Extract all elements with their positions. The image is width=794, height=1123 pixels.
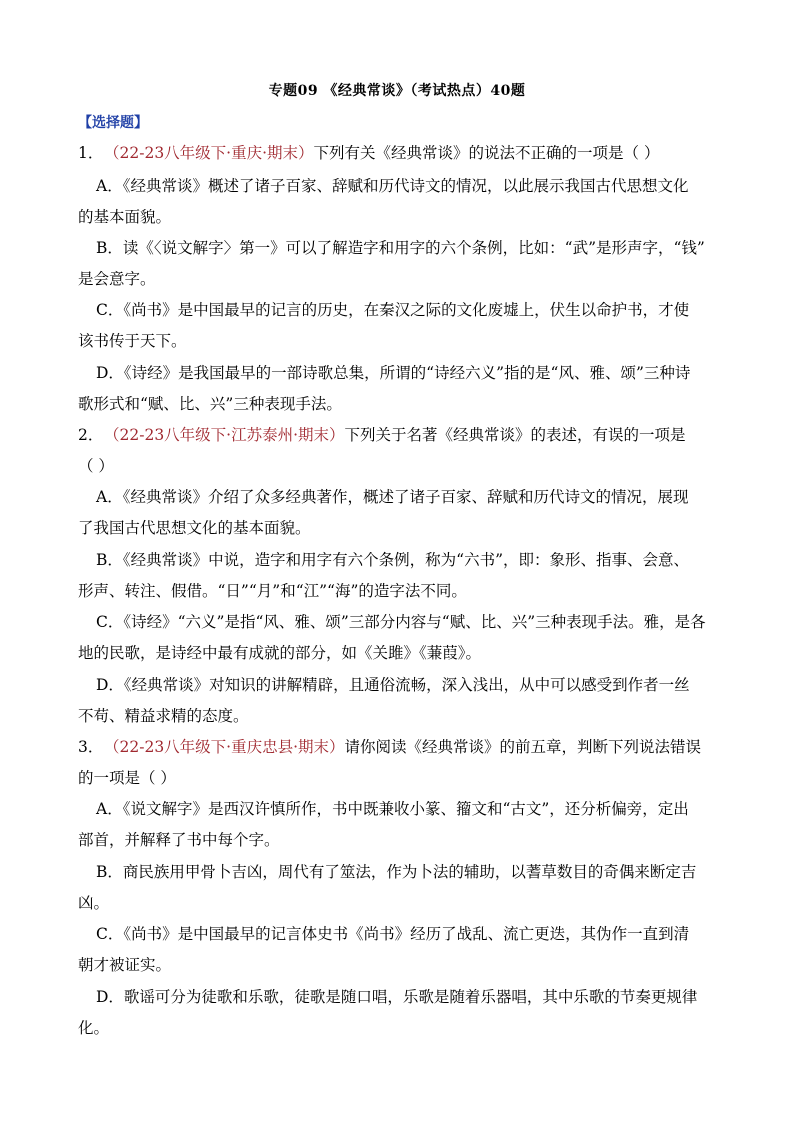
- section-label: 【选择题】: [78, 115, 148, 131]
- option-a-line1: A．《经典常谈》介绍了众多经典著作，概述了诸子百家、辞赋和历代诗文的情况，展现: [96, 488, 689, 506]
- question-number: 1．: [78, 144, 104, 162]
- option-c-line1: C．《诗经》“六义”是指“风、雅、颂”三部分内容与“赋、比、兴”三种表现手法。雅，是各: [96, 613, 706, 631]
- option-c-line1: C．《尚书》是中国最早的记言的历史，在秦汉之际的文化废墟上，伏生以命护书，才使: [96, 301, 690, 319]
- option-d-line2: 不苟、精益求精的态度。: [78, 707, 249, 725]
- option-a-line2: 的基本面貌。: [78, 208, 172, 226]
- question-source: （22-23八年级下·重庆忠县·期末）: [104, 738, 345, 756]
- option-c-line2: 朝才被证实。: [78, 956, 172, 974]
- question-3-stem-cont: 的一项是（ ）: [78, 769, 176, 787]
- question-1-stem: [78, 143, 659, 163]
- question-2-stem: [78, 425, 686, 445]
- question-2-stem-cont: （ ）: [78, 457, 114, 475]
- question-source: （22-23八年级下·重庆·期末）: [104, 144, 314, 162]
- option-b-line2: 形声、转注、假借。“日”“月”和“江”“海”的造字法不同。: [78, 582, 467, 600]
- question-text: 下列关于名著《经典常谈》的表述，有误的一项是: [344, 426, 686, 444]
- option-c-line1: C．《尚书》是中国最早的记言体史书《尚书》经历了战乱、流亡更迭，其伪作一直到清: [96, 925, 690, 943]
- option-d-line1: D．《经典常谈》对知识的讲解精辟，且通俗流畅，深入浅出，从中可以感受到作者一丝: [96, 676, 690, 694]
- option-d-line2: 化。: [78, 1019, 110, 1037]
- option-a-line1: A．《说文解字》是西汉许慎所作，书中既兼收小篆、籀文和“古文”，还分析偏旁，定出: [96, 800, 689, 818]
- question-source: （22-23八年级下·江苏泰州·期末）: [104, 426, 345, 444]
- option-b-line1: B．读《〈说文解字〉第一》可以了解造字和用字的六个条例，比如：“武”是形声字，“钱”: [96, 239, 705, 257]
- option-c-line2: 地的民歌，是诗经中最有成就的部分，如《关雎》《蒹葭》。: [78, 644, 482, 662]
- option-c-line2: 该书传于天下。: [78, 332, 187, 350]
- question-number: 2．: [78, 426, 104, 444]
- option-a-line1: A．《经典常谈》概述了诸子百家、辞赋和历代诗文的情况，以此展示我国古代思想文化: [96, 177, 689, 195]
- question-text: 下列有关《经典常谈》的说法不正确的一项是（ ）: [313, 144, 660, 162]
- option-b-line1: B．《经典常谈》中说，造字和用字有六个条例，称为“六书”，即：象形、指事、会意、: [96, 551, 689, 569]
- option-b-line1: B．商民族用甲骨卜吉凶，周代有了筮法，作为卜法的辅助，以蓍草数目的奇偶来断定吉: [96, 863, 697, 881]
- option-d-line1: D．《诗经》是我国最早的一部诗歌总集，所谓的“诗经六义”指的是“风、雅、颂”三种诗: [96, 364, 691, 382]
- question-number: 3．: [78, 738, 104, 756]
- option-b-line2: 凶。: [78, 894, 110, 912]
- option-a-line2: 了我国古代思想文化的基本面貌。: [78, 519, 311, 537]
- document-title: 专题09 《经典常谈》（考试热点）40题: [268, 83, 526, 99]
- option-d-line1: D．歌谣可分为徒歌和乐歌，徒歌是随口唱，乐歌是随着乐器唱，其中乐歌的节奏更规律: [96, 988, 698, 1006]
- option-b-line2: 是会意字。: [78, 270, 156, 288]
- question-text: 请你阅读《经典常谈》的前五章，判断下列说法错误: [344, 738, 702, 756]
- question-3-stem: [78, 737, 701, 757]
- option-a-line2: 部首，并解释了书中每个字。: [78, 831, 280, 849]
- option-d-line2: 歌形式和“赋、比、兴”三种表现手法。: [78, 395, 342, 413]
